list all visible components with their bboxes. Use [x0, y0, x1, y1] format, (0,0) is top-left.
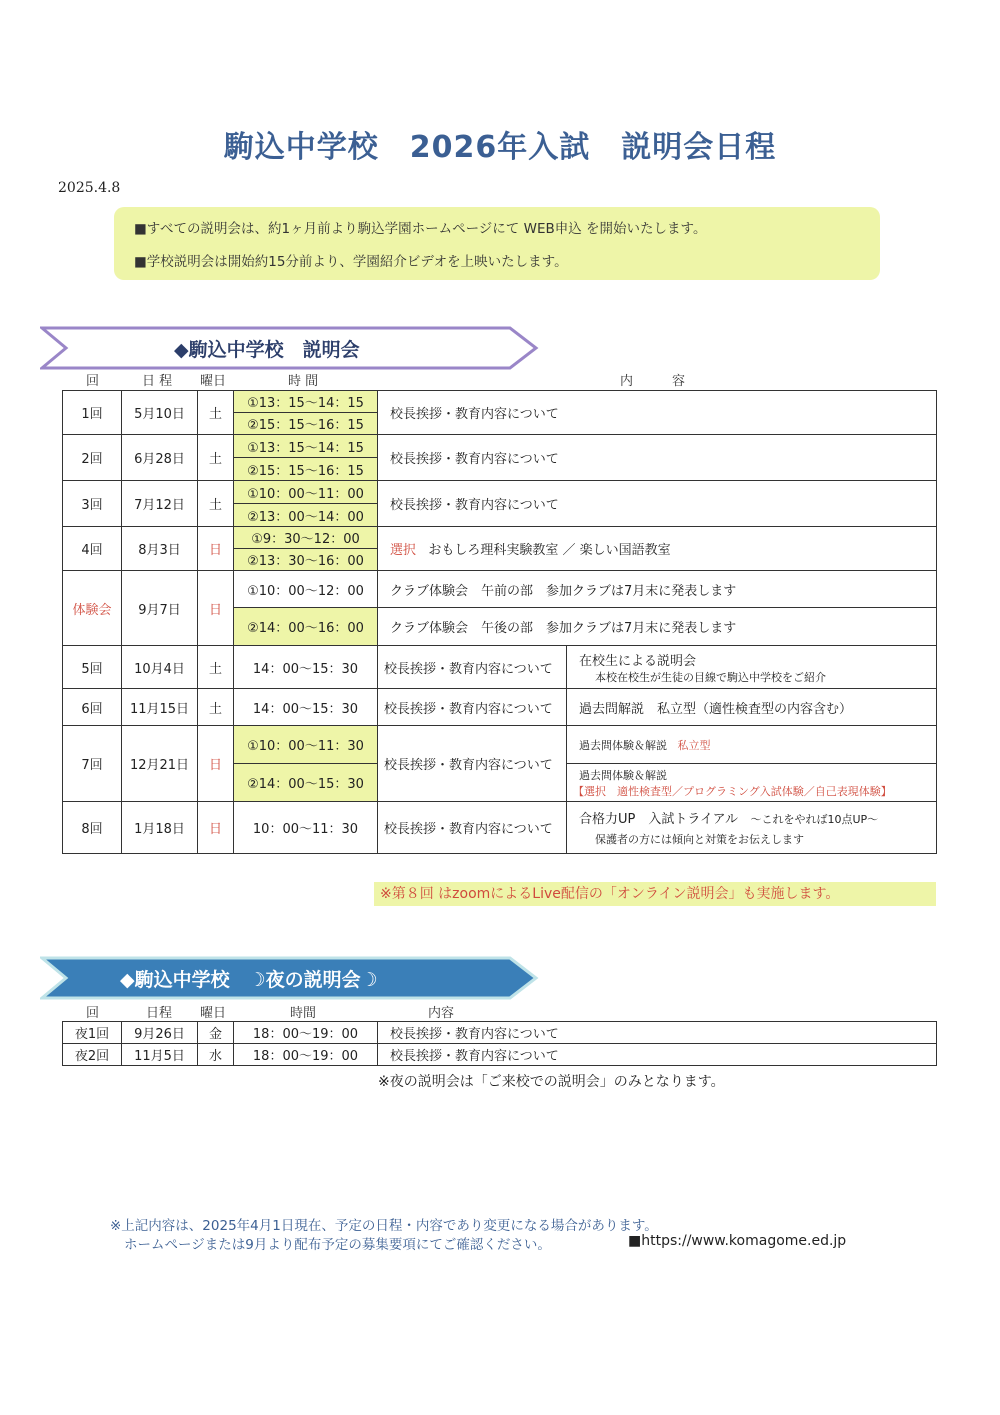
notice-line-1: ■すべての説明会は、約1ヶ月前より駒込学園ホームページにて WEB申込 を開始いたします。 — [134, 221, 707, 237]
table-row — [63, 1022, 937, 1044]
col-header-content: 内 容 — [620, 374, 686, 389]
extra-cell — [567, 646, 937, 689]
section-title: ◆駒込中学校 説明会 — [174, 339, 360, 361]
content-cell: 校長挨拶・教育内容について — [378, 481, 937, 527]
content-cell — [378, 527, 937, 571]
notice-line-2: ■学校説明会は開始約15分前より、学園紹介ビデオを上映いたします。 — [134, 254, 568, 270]
content-cell: 校長挨拶・教育内容について — [378, 1022, 937, 1044]
content-text: おもしろ理科実験教室 ／ 楽しい国語教室 — [428, 543, 671, 558]
extra-cell — [567, 726, 937, 764]
col-header-weekday: 曜日 — [200, 1006, 227, 1021]
weekday-cell: 日 — [198, 802, 234, 854]
round-cell: 夜1回 — [63, 1022, 122, 1044]
content-cell: 校長挨拶・教育内容について — [378, 689, 567, 726]
col-header-content: 内容 — [428, 1006, 455, 1021]
select-label: 選択 — [390, 543, 417, 558]
online-note: ※第８回 はzoomによるLive配信の「オンライン説明会」も実施します。 — [374, 882, 936, 906]
round-cell: 3回 — [63, 481, 122, 527]
table-row — [63, 689, 937, 726]
date-cell: 8月3日 — [122, 527, 198, 571]
footer-note-1: ※上記内容は、2025年4月1日現在、予定の日程・内容であり変更になる場合があります。 — [110, 1218, 658, 1234]
weekday-cell: 土 — [198, 481, 234, 527]
table-row — [63, 481, 937, 504]
round-cell: 4回 — [63, 527, 122, 571]
date-cell: 12月21日 — [122, 726, 198, 802]
date-cell: 9月7日 — [122, 571, 198, 646]
time-cell: ②13：30～16：00 — [234, 549, 378, 571]
table-row — [63, 435, 937, 458]
round-cell: 5回 — [63, 646, 122, 689]
content-cell: 校長挨拶・教育内容について — [378, 726, 567, 802]
content-cell: クラブ体験会 午後の部 参加クラブは7月末に発表します — [378, 608, 937, 646]
weekday-cell: 日 — [198, 726, 234, 802]
table-row — [63, 527, 937, 549]
extra-text: 過去問体験＆解説 — [579, 768, 667, 782]
table-row — [63, 1044, 937, 1066]
table-row — [63, 571, 937, 608]
time-cell: ①13：15～14：15 — [234, 391, 378, 413]
extra-cell — [567, 764, 937, 802]
time-cell: ②14：00～16：00 — [234, 608, 378, 646]
round-cell: 6回 — [63, 689, 122, 726]
date-cell: 11月5日 — [122, 1044, 198, 1066]
footer-note-2: ホームページまたは9月より配布予定の募集要項にてご確認ください。 — [124, 1237, 551, 1253]
weekday-cell: 土 — [198, 646, 234, 689]
time-cell: 18：00～19：00 — [234, 1022, 378, 1044]
table-row — [63, 802, 937, 854]
time-cell: ②14：00～15：30 — [234, 764, 378, 802]
time-cell: ①10：00～12：00 — [234, 571, 378, 608]
time-cell: ①13：15～14：15 — [234, 435, 378, 458]
round-cell: 8回 — [63, 802, 122, 854]
content-cell: 校長挨拶・教育内容について — [378, 646, 567, 689]
extra-text: 在校生による説明会 — [579, 653, 697, 669]
col-header-date: 日程 — [146, 1006, 173, 1021]
time-cell: ①10：00～11：30 — [234, 726, 378, 764]
time-cell: ①10：00～11：00 — [234, 481, 378, 504]
extra-subtext: 保護者の方には傾向と対策をお伝えします — [595, 833, 804, 846]
table-row — [63, 646, 937, 689]
round-cell: 1回 — [63, 391, 122, 435]
date-cell: 7月12日 — [122, 481, 198, 527]
night-note: ※夜の説明会は「ご来校での説明会」のみとなります。 — [378, 1074, 725, 1090]
round-cell: 2回 — [63, 435, 122, 481]
weekday-cell: 金 — [198, 1022, 234, 1044]
date-cell: 1月18日 — [122, 802, 198, 854]
weekday-cell: 水 — [198, 1044, 234, 1066]
issue-date: 2025.4.8 — [58, 180, 121, 196]
content-cell: 校長挨拶・教育内容について — [378, 802, 567, 854]
extra-subtext: 本校在校生が生徒の目線で駒込中学校をご紹介 — [595, 670, 826, 684]
col-header-weekday: 曜日 — [200, 374, 227, 389]
weekday-cell: 土 — [198, 391, 234, 435]
page-title: 駒込中学校 2026年入試 説明会日程 — [223, 130, 777, 165]
col-header-date: 日 程 — [142, 374, 173, 389]
content-cell: 校長挨拶・教育内容について — [378, 391, 937, 435]
content-cell: 校長挨拶・教育内容について — [378, 1044, 937, 1066]
time-cell: 14：00～15：30 — [234, 689, 378, 726]
website-link[interactable]: ■https://www.komagome.ed.jp — [628, 1233, 847, 1249]
col-header-round: 回 — [86, 374, 100, 389]
table-row — [63, 726, 937, 764]
night-schedule-table — [62, 1021, 937, 1066]
date-cell: 11月15日 — [122, 689, 198, 726]
extra-cell — [567, 802, 937, 854]
section-title: ◆駒込中学校 ☽夜の説明会☽ — [120, 969, 378, 991]
extra-red-text: 私立型 — [677, 738, 711, 752]
extra-text: 過去問体験＆解説 — [579, 738, 667, 752]
section-banner-daytime — [40, 326, 540, 370]
extra-text: 合格力UP 入試トライアル — [579, 812, 739, 827]
schedule-table — [62, 390, 937, 854]
extra-red-text: 【選択 適性検査型／プログラミング入試体験／自己表現体験】 — [573, 784, 892, 798]
date-cell: 5月10日 — [122, 391, 198, 435]
round-cell: 体験会 — [63, 571, 122, 646]
date-cell: 10月4日 — [122, 646, 198, 689]
round-cell: 7回 — [63, 726, 122, 802]
round-cell: 夜2回 — [63, 1044, 122, 1066]
content-cell: クラブ体験会 午前の部 参加クラブは7月末に発表します — [378, 571, 937, 608]
col-header-time: 時 間 — [288, 374, 319, 389]
time-cell: 18：00～19：00 — [234, 1044, 378, 1066]
date-cell: 9月26日 — [122, 1022, 198, 1044]
time-cell: ①9：30～12：00 — [234, 527, 378, 549]
weekday-cell: 日 — [198, 571, 234, 646]
extra-small-text: ～これをやれば10点UP～ — [750, 813, 879, 826]
section-banner-night — [40, 956, 540, 1000]
notice-box — [114, 207, 880, 280]
table-row — [63, 391, 937, 413]
extra-cell: 過去問解説 私立型（適性検査型の内容含む） — [567, 689, 937, 726]
time-cell: 14：00～15：30 — [234, 646, 378, 689]
col-header-time: 時間 — [290, 1006, 317, 1021]
time-cell: 10：00～11：30 — [234, 802, 378, 854]
date-cell: 6月28日 — [122, 435, 198, 481]
weekday-cell: 土 — [198, 435, 234, 481]
weekday-cell: 土 — [198, 689, 234, 726]
time-cell: ②15：15～16：15 — [234, 413, 378, 435]
time-cell: ②15：15～16：15 — [234, 458, 378, 481]
weekday-cell: 日 — [198, 527, 234, 571]
col-header-round: 回 — [86, 1006, 100, 1021]
time-cell: ②13：00～14：00 — [234, 504, 378, 527]
content-cell: 校長挨拶・教育内容について — [378, 435, 937, 481]
